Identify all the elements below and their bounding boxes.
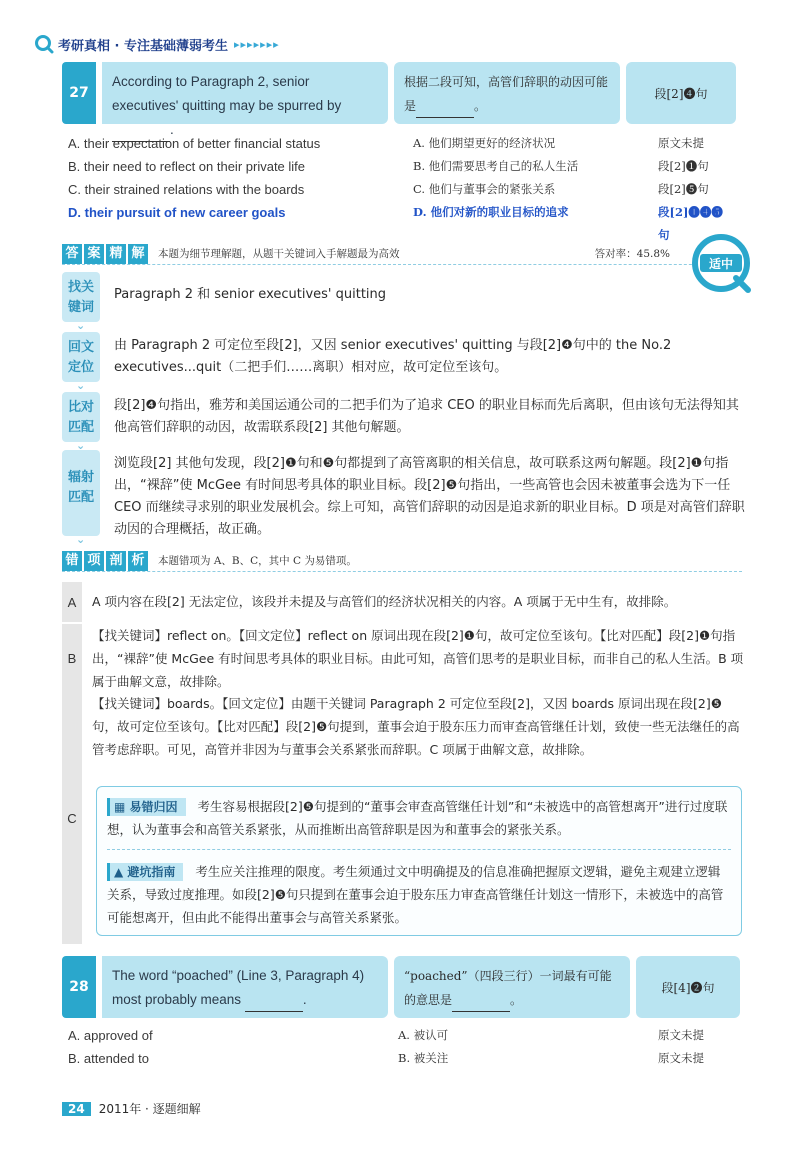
- question-28-options: [68, 1024, 728, 1070]
- section-tag: 案: [84, 244, 104, 264]
- accuracy-rate: 答对率：45.8%: [594, 248, 670, 260]
- section-tag: 解: [128, 244, 148, 264]
- callout-error-cause: [97, 787, 741, 847]
- option-a: A. their expectation of better financial status A. 他们期望更好的经济状况 原文未提: [68, 136, 704, 151]
- callout-text: 考生应关注推理的限度。考生须通过文中明确提及的信息准确把握原文逻辑，避免主观建立逻辑关系，导致过度推理。如段[2]❺句只提到在董事会迫于股东压力审查高管继任计划这一情形下，未被选中的高管可能想离开，但由此不能得出董事会与高管关系紧张。: [107, 864, 724, 925]
- page-number: 24: [62, 1102, 91, 1116]
- error-item-a: [62, 582, 746, 622]
- section-tag: 剖: [106, 551, 126, 571]
- option-d-correct: D. their pursuit of new career goals D. 他们对新的职业目标的追求 段[2]❶❹❺句: [68, 205, 723, 242]
- section-tag: 精: [106, 244, 126, 264]
- callout-divider: [107, 849, 731, 850]
- step-text: 由 Paragraph 2 可定位至段[2]，又因 senior executives' quitting 与段[2]❹句中的 the No.2 executives...quit（二把手们……离职）相对应，故可定位至该句。: [114, 338, 672, 375]
- section-tag: 错: [62, 551, 82, 571]
- chart-icon: ▦: [114, 800, 130, 814]
- step-text: Paragraph 2 和 senior executives' quitting: [114, 287, 387, 302]
- section-note: 本题为细节理解题，从题干关键词入手解题最为高效: [158, 248, 400, 260]
- step-locate: [62, 332, 746, 382]
- section-tag: 答: [62, 244, 82, 264]
- error-letter: C: [62, 692, 82, 944]
- question-stem-zh: “poached”（四段三行）一词最有可能的意思是 。: [394, 956, 630, 1018]
- header-title: 考研真相 · 专注基础薄弱考生: [58, 38, 228, 54]
- callout-tag: ▦ 易错归因: [107, 798, 186, 816]
- option-a: A. approved of A. 被认可 原文未提: [68, 1028, 704, 1043]
- question-number: 28: [62, 956, 96, 1018]
- answer-blank: [245, 996, 303, 1012]
- page-footer: [62, 1100, 201, 1117]
- error-text: 【找关键词】reflect on。【回文定位】reflect on 原词出现在段[2]❶句，故可定位至该句。【比对匹配】段[2]❶句指出，“裸辞”使 McGee 有时间思考具体的职业目标。由此可知，高管们思考的是职业目标，而非自己的私人生活。B 项属于曲解文意，故排除。: [92, 628, 744, 689]
- callout-tag: ▲ 避坑指南: [107, 863, 183, 881]
- question-stem-zh: 根据二段可知，高管们辞职的动因可能是 。: [394, 62, 620, 124]
- question-28-header: [62, 956, 740, 1018]
- option-b: B. their need to reflect on their private life B. 他们需要思考自己的私人生活 段[2]❶句: [68, 159, 709, 174]
- error-section-header: [62, 550, 742, 572]
- answer-section-header: [62, 243, 742, 265]
- answer-blank: [452, 996, 510, 1012]
- question-location: 段[2]❹句: [626, 62, 736, 124]
- step-label: 回文定位 ⌄: [62, 332, 100, 382]
- question-27-options: [68, 132, 728, 242]
- section-tag: 析: [128, 551, 148, 571]
- step-label: 辐射匹配 ⌄: [62, 450, 100, 536]
- step-compare: [62, 392, 746, 442]
- difficulty-label: 适中: [708, 257, 734, 271]
- step-text: 段[2]❹句指出，雅芳和美国运通公司的二把手们为了追求 CEO 的职业目标而先后离职，但由该句无法得知其他高管们辞职的动因，故需联系段[2] 其他句解题。: [114, 398, 739, 435]
- section-note: 本题错项为 A、B、C，其中 C 为易错项。: [158, 555, 357, 567]
- step-radiate: [62, 450, 746, 541]
- question-stem-en: The word “poached” (Line 3, Paragraph 4) most probably means .: [102, 956, 388, 1018]
- error-item-b: [62, 624, 746, 693]
- error-letter: A: [62, 582, 82, 622]
- question-27-header: [62, 62, 736, 137]
- running-header: [34, 34, 280, 54]
- option-b: B. attended to B. 被关注 原文未提: [68, 1051, 704, 1066]
- section-tag: 项: [84, 551, 104, 571]
- answer-blank: [416, 102, 474, 118]
- question-location: 段[4]❷句: [636, 956, 740, 1018]
- step-text: 浏览段[2] 其他句发现，段[2]❶句和❺句都提到了高管离职的相关信息，故可联系这两句解题。段[2]❶句指出，“裸辞”使 McGee 有时间思考具体的职业目标。段[2]❺句指出，一些高管也会因未被董事会选为下一任 CEO 而继续寻求别的职业发展机会。综上可知，高管们辞职的动因是追求新的职业目标。D 项是对高管们辞职动因的合理概括，故正确。: [114, 456, 745, 537]
- error-callout-box: [96, 786, 742, 936]
- error-letter: B: [62, 624, 82, 692]
- footer-text: 2011年 · 逐题细解: [98, 1102, 201, 1116]
- callout-text: 考生容易根据段[2]❺句提到的“董事会审查高管继任计划”和“未被选中的高管想离开”进行过度联想，认为董事会和高管关系紧张，从而推断出高管辞职是因为和董事会的紧张关系。: [107, 799, 728, 837]
- question-stem-en: According to Paragraph 2, senior executives' quitting may be spurred by .: [102, 62, 388, 124]
- magnifier-logo-icon: [34, 34, 54, 54]
- error-text: A 项内容在段[2] 无法定位，该段并未提及与高管们的经济状况相关的内容。A 项属于无中生有，故排除。: [92, 594, 677, 609]
- step-label: 比对匹配 ⌄: [62, 392, 100, 442]
- option-c: C. their strained relations with the boards C. 他们与董事会的紧张关系 段[2]❺句: [68, 182, 709, 197]
- warning-icon: ▲: [114, 865, 128, 879]
- header-arrows: ▸▸▸▸▸▸▸: [234, 37, 280, 51]
- step-find-keywords: [62, 272, 746, 322]
- step-label: 找关键词 ⌄: [62, 272, 100, 322]
- callout-avoid-guide: [97, 852, 741, 935]
- error-text: 【找关键词】boards。【回文定位】由题干关键词 Paragraph 2 可定位至段[2]，又因 boards 原词出现在段[2]❺句，故可定位至该句。【比对匹配】段[2]❺句提到，董事会迫于股东压力而审查高管继任计划，致使一些无法继任的高管考虑辞职。可见，高管并非因为与董事会关系紧张而辞职。C 项属于曲解文意，故排除。: [92, 696, 740, 757]
- question-number: 27: [62, 62, 96, 124]
